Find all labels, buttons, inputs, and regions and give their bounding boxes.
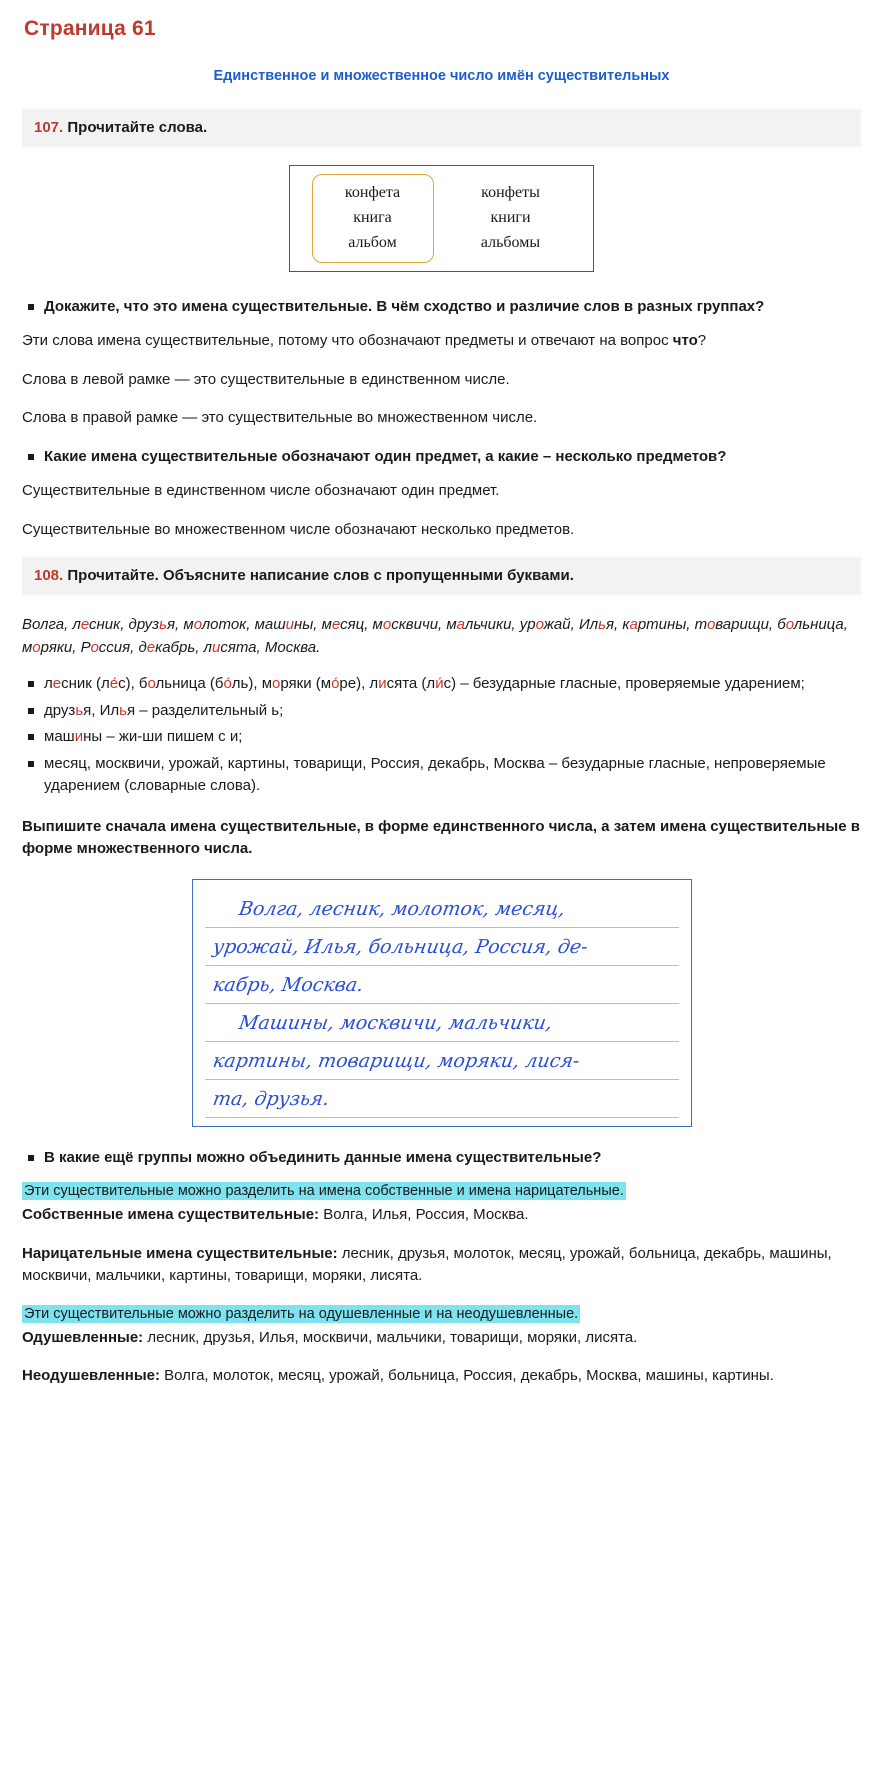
handwriting-text: Волга, лесник, молоток, месяц,: [236, 898, 567, 921]
task-107-header: [22, 109, 861, 147]
notebook-line: [205, 928, 679, 966]
word-box-plural: [450, 174, 572, 262]
highlighted-statement-1: [22, 1181, 861, 1202]
word-plural-3: альбомы: [480, 233, 541, 251]
proper-nouns-value: Волга, Илья, Россия, Москва.: [319, 1206, 529, 1224]
subject-title: Единственное и множественное число имён существительных: [213, 68, 670, 85]
highlight-text: Эти существительные можно разделить на одушевленные и на неодушевленные.: [24, 1305, 579, 1322]
notebook-line: [205, 1080, 679, 1118]
notebook-line: [205, 890, 679, 928]
answer-text-pre: Эти слова имена существительные, потому что обозначают предметы и отвечают на вопрос: [22, 332, 673, 350]
handwriting-text: картины, товарищи, моряки, лися-: [210, 1050, 581, 1073]
list-item: машины – жи-ши пишем с и;: [22, 726, 861, 749]
handwriting-text: урожай, Илья, больница, Россия, де-: [210, 936, 589, 959]
answer-text-post: ?: [697, 332, 707, 350]
word-singular-2: книга: [353, 209, 392, 226]
list-item: лесник (ле́с), больница (бо́ль), моряки (мо́ре), лисята (ли́с) – безударные гласные, проверяемые ударением;: [22, 673, 861, 696]
question-item: Докажите, что это имена существительные. В чём сходство и различие слов в разных группах?: [22, 296, 861, 319]
task-107-number: 107.: [34, 119, 64, 137]
task-108-word-list: Волга, лесник, друзья, молоток, машины, месяц, москвичи, мальчики, урожай, Илья, картины, товарищи, больница, моряки, Россия, декабрь, лисята, Москва.: [22, 615, 848, 657]
answer-paragraph: Существительные во множественном числе обозначают несколько предметов.: [22, 520, 575, 538]
proper-nouns-answer: [22, 1204, 861, 1227]
animate-nouns-answer: [22, 1327, 861, 1350]
word-plural-2: книги: [490, 209, 531, 226]
inanimate-nouns-value: Волга, молоток, месяц, урожай, больница, Россия, декабрь, Москва, машины, картины.: [160, 1367, 774, 1385]
handwriting-text: кабрь, Москва.: [210, 974, 365, 997]
question-item: Какие имена существительные обозначают один предмет, а какие – несколько предметов?: [22, 446, 861, 469]
word-box: [289, 165, 594, 271]
handwriting-text: та, друзья.: [210, 1088, 331, 1111]
highlight-text: Эти существительные можно разделить на имена собственные и имена нарицательные.: [24, 1183, 624, 1200]
handwriting-notebook: [192, 879, 692, 1127]
animate-nouns-value: лесник, друзья, Илья, москвичи, мальчики, товарищи, моряки, лисята.: [143, 1328, 638, 1346]
answer-text-bold: что: [672, 332, 698, 350]
question-list-1: [22, 296, 861, 319]
inanimate-nouns-label: Неодушевленные:: [22, 1367, 160, 1385]
answer-paragraph: Существительные в единственном числе обозначают один предмет.: [22, 482, 500, 500]
notebook-line: [205, 1004, 679, 1042]
word-box-singular: [312, 174, 434, 262]
list-item: друзья, Илья – разделительный ь;: [22, 700, 861, 723]
word-plural-1: конфеты: [481, 184, 540, 202]
word-singular-1: конфета: [344, 184, 401, 202]
common-nouns-label: Нарицательные имена существительные:: [22, 1244, 338, 1262]
answer-paragraph: Слова в левой рамке — это существительные в единственном числе.: [22, 370, 510, 388]
highlighted-statement-2: [22, 1304, 861, 1325]
notebook-line: [205, 1042, 679, 1080]
proper-nouns-label: Собственные имена существительные:: [22, 1206, 320, 1224]
answer-paragraph: Слова в правой рамке — это существительные во множественном числе.: [22, 409, 538, 427]
notebook-line: [205, 966, 679, 1004]
handwriting-text: Машины, москвичи, мальчики,: [236, 1012, 554, 1035]
task-108-label: Прочитайте. Объясните написание слов с пропущенными буквами.: [67, 567, 574, 585]
common-nouns-value: лесник, друзья, молоток, месяц, урожай, больница, декабрь, машины, москвичи, мальчики, картины, товарищи, моряки, лисята.: [22, 1244, 832, 1285]
question-item: В какие ещё группы можно объединить данные имена существительные?: [22, 1147, 861, 1170]
page-title: Страница 61: [24, 17, 156, 40]
task-108-header: [22, 557, 861, 595]
explanation-list: [22, 673, 861, 798]
common-nouns-answer: [22, 1243, 861, 1288]
task-108-number: 108.: [34, 567, 64, 585]
animate-nouns-label: Одушевленные:: [22, 1328, 144, 1346]
task-107-label: Прочитайте слова.: [67, 119, 208, 137]
inanimate-nouns-answer: [22, 1365, 861, 1388]
task-108-instruction: Выпишите сначала имена существительные, в форме единственного числа, а затем имена существительные в форме множественного числа.: [22, 817, 860, 858]
question-list-3: [22, 1147, 861, 1170]
answer-paragraph: [22, 330, 861, 353]
list-item: месяц, москвичи, урожай, картины, товарищи, Россия, декабрь, Москва – безударные гласные, непроверяемые ударением (словарные слова).: [22, 753, 861, 798]
word-singular-3: альбом: [348, 233, 397, 251]
question-list-2: [22, 446, 861, 469]
